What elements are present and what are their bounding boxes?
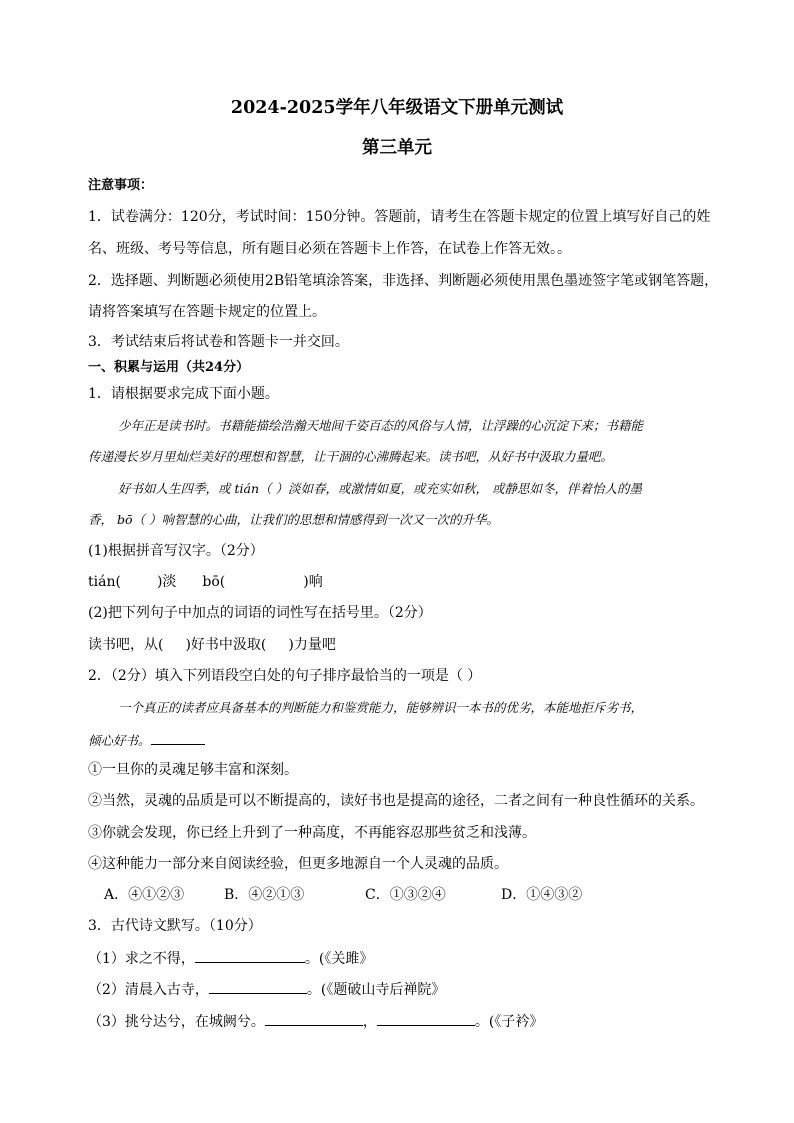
q1-sub-1: (1)根据拼音写汉字。（2分） [88,543,264,559]
q3-line-2-source: 。(《题破山寺后禅院》 [306,982,446,998]
q3-line-2-prompt: （2）清晨入古寺， [88,982,209,998]
q2-sentence-1: ①一旦你的灵魂足够丰富和深刻。 [88,762,298,778]
notice-item-1-line-2: 名、班级、考号等信息，所有题目必须在答题卡上作答，在试卷上作答无效。。 [88,241,571,257]
q3-line-1-source: 。(《关雎》 [304,951,374,967]
page-subtitle: 第三单元 [362,138,432,158]
q1-passage-line-2: 传递漫长岁月里灿烂美好的理想和智慧，让干涸的心沸腾起来。读书吧，从好书中汲取力量吧。 [88,449,614,464]
sentence-part-b: )好书中汲取( [185,637,267,653]
q1-passage-line-4: 香， bō（ ）响智慧的心曲，让我们的思想和情感得到一次又一次的升华。 [88,512,499,527]
q3-line-3-source: 。(《子衿》 [474,1014,544,1030]
sentence-part-a: 读书吧，从( [88,637,164,653]
q1-passage-line-3: 好书如人生四季，或 tián（ ）淡如春，或激情如夏，或充实如秋， 或静思如冬，伴着怡人的墨 [118,481,642,496]
notice-heading: 注意事项： [88,178,154,193]
q1-sub-1-blanks [88,573,323,591]
pinyin-blank-2-close: )响 [303,574,323,590]
pinyin-blank-1-close: )淡 [156,574,177,590]
q2-sentence-3: ③你就会发现，你已经上升到了一种高度，不再能容忍那些贫乏和浅薄。 [88,825,536,841]
q2-stem: 2．（2分）填入下列语段空白处的句子排序最恰当的一项是（ ） [88,668,482,684]
q2-answer-blank[interactable] [151,730,205,745]
q2-sentence-4: ④这种能力一部分来自阅读经验，但更多地源自一个人灵魂的品质。 [88,856,508,872]
page-title: 2024-2025学年八年级语文下册单元测试 [230,98,564,118]
q3-blank-2[interactable] [209,979,307,994]
q3-stem: 3．古代诗文默写。（10分） [88,918,262,934]
sentence-part-c: )力量吧 [288,637,336,653]
q1-stem: 1．请根据要求完成下面小题。 [88,386,279,402]
q1-passage-line-1: 少年正是读书时。书籍能描绘浩瀚天地间千姿百态的风俗与人情，让浮躁的心沉淀下来；书籍能 [118,418,644,433]
q3-line-3-comma: ， [362,1014,377,1030]
q2-option-d[interactable]: D．①④③② [501,887,583,903]
notice-item-2-line-2: 请将答案填写在答题卡规定的位置上。 [88,304,326,320]
pinyin-blank-1-open: tián( [88,574,121,590]
q3-line-2 [88,979,445,999]
q3-blank-3[interactable] [265,1011,363,1026]
q2-sentence-2: ②当然，灵魂的品质是可以不断提高的，读好书也是提高的途径，二者之间有一种良性循环的关系。 [88,793,704,809]
q3-line-3-prompt: （3）挑兮达兮，在城阙兮。 [88,1014,265,1030]
q2-option-b[interactable]: B．④②①③ [224,887,305,903]
q2-option-a[interactable]: A．④①②③ [104,887,185,903]
q1-sub-2: (2)把下列句子中加点的词语的词性写在括号里。（2分） [88,605,432,621]
q2-passage-line-2 [88,730,205,750]
q2-option-c[interactable]: C．①③②④ [365,887,446,903]
q3-line-1 [88,948,373,968]
q3-blank-1[interactable] [195,948,305,963]
q1-sub-2-sentence [88,636,336,654]
q3-line-1-prompt: （1）求之不得， [88,951,195,967]
q3-line-3 [88,1011,543,1031]
q2-passage-line-1: 一个真正的读者应具备基本的判断能力和鉴赏能力，能够辨识一本书的优劣，本能地拒斥劣书， [118,700,644,715]
pinyin-blank-2-open: bō( [202,574,226,590]
notice-item-3: 3．考试结束后将试卷和答题卡一并交回。 [88,334,349,350]
notice-item-2-line-1: 2．选择题、判断题必须使用2B铅笔填涂答案，非选择、判断题必须使用黑色墨迹签字笔或钢笔答题， [88,273,719,289]
q3-blank-4[interactable] [377,1011,475,1026]
q2-passage-text: 倾心好书。 [88,733,151,748]
notice-item-1-line-1: 1．试卷满分：120分，考试时间：150分钟。答题前，请考生在答题卡规定的位置上填写好自己的姓 [88,209,711,225]
section-1-heading: 一、积累与运用（共24分） [88,360,250,375]
